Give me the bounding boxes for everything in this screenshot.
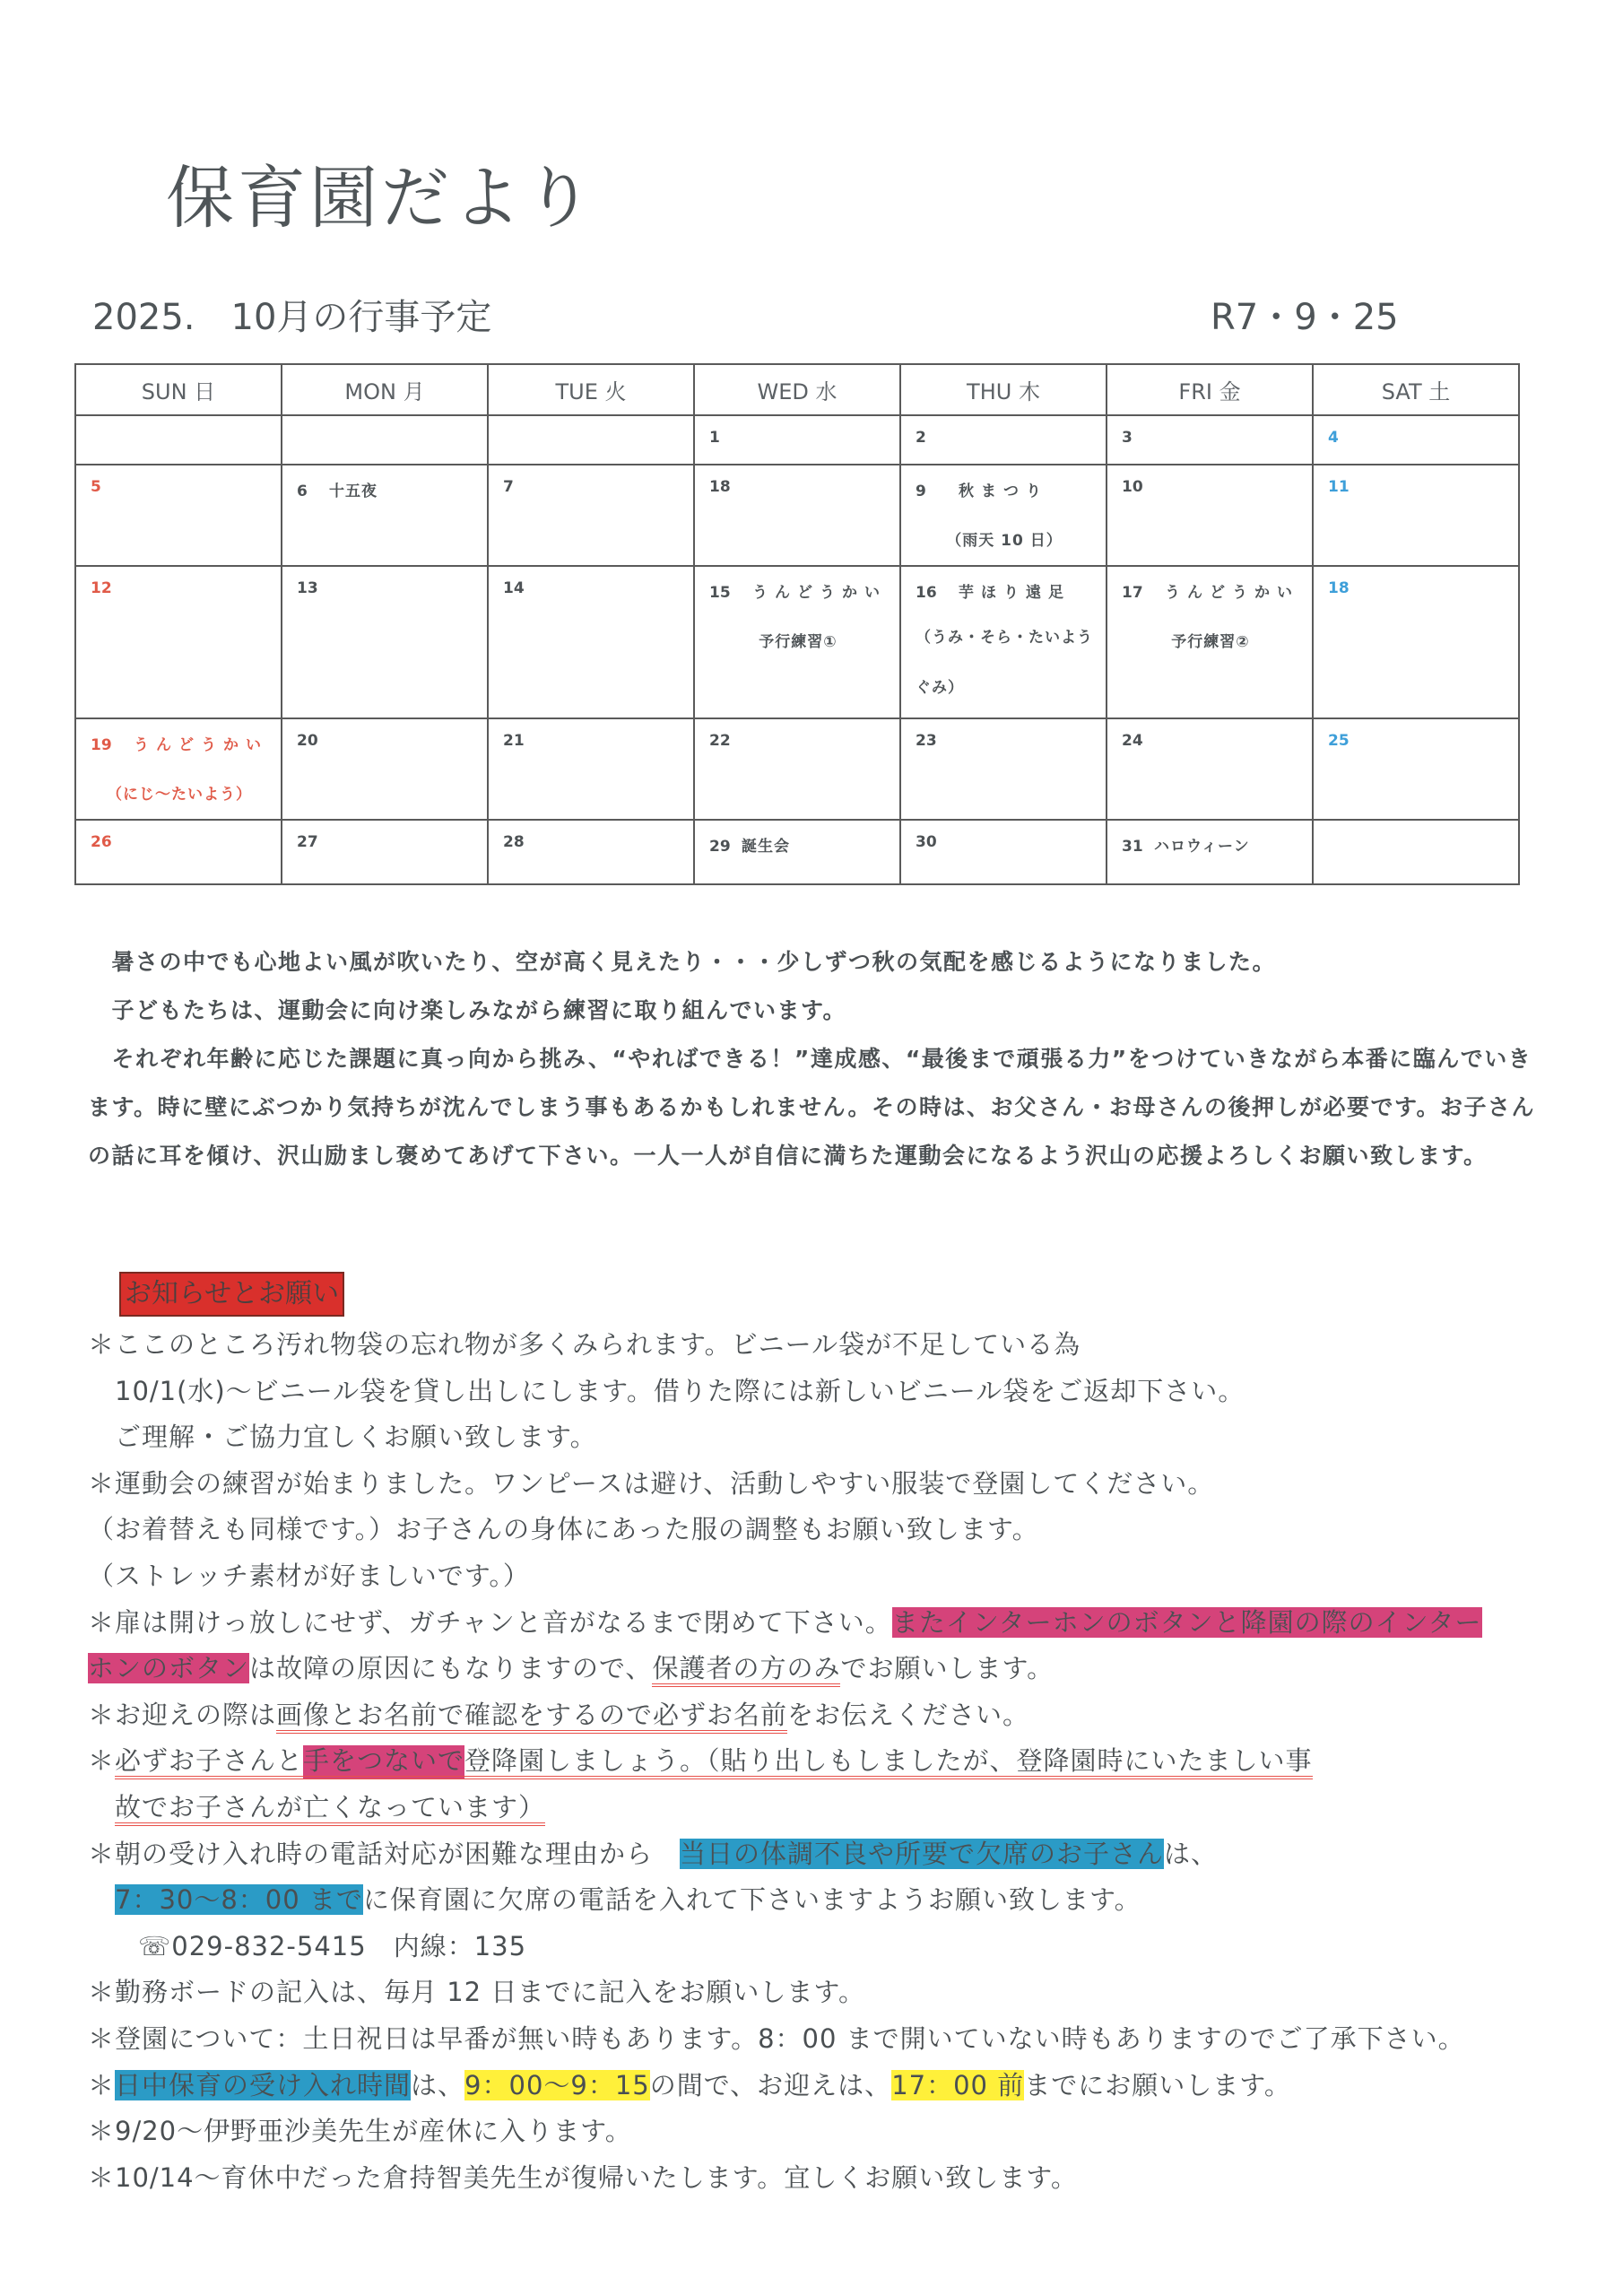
calendar-day-cell-sat — [1313, 566, 1519, 718]
intercom-highlight-cont: ホンのボタン — [88, 1653, 250, 1684]
hands-underline-1: 必ずお子さんと — [115, 1745, 303, 1779]
day-number: 18 — [1328, 579, 1350, 597]
day-content — [1314, 567, 1518, 597]
hours-highlight-morning: 9：00〜9：15 — [464, 2069, 650, 2100]
calendar-day-cell-thu — [900, 566, 1107, 718]
day-content — [1314, 465, 1518, 496]
day-event-note: （雨天 10 日） — [946, 532, 1063, 550]
calendar-day-cell-thu — [900, 415, 1107, 465]
day-content — [76, 719, 281, 804]
hours-text: は、 — [411, 2069, 465, 2100]
absence-time-highlight: 7：30〜8：00 まで — [115, 1884, 363, 1916]
day-content — [76, 416, 281, 447]
day-event-note: 予行練習② — [1171, 633, 1250, 651]
intro-line-1: 暑さの中でも心地よい風が吹いたり、空が高く見えたり・・・少しずつ秋の気配を感じるようになりました。 — [88, 949, 1277, 975]
hands-asterisk: ＊ — [88, 1745, 116, 1777]
day-content — [282, 416, 487, 447]
day-content — [901, 416, 1106, 447]
day-content — [901, 567, 1106, 713]
day-event-note: （うみ・そら・たいようぐみ） — [916, 629, 1093, 697]
notice-list — [88, 1322, 1576, 2201]
calendar-day-cell-wed — [694, 718, 900, 820]
day-event: 芋ほり遠足 — [959, 584, 1071, 602]
notice-item-leave: ＊9/20〜伊野亜沙美先生が産休に入ります。 — [88, 2116, 632, 2147]
intro-paragraph — [88, 938, 1558, 1180]
day-event-note: （にじ〜たいよう） — [107, 786, 252, 804]
hours-highlight-pickup: 17：00 前 — [891, 2069, 1025, 2100]
day-number: 10 — [1122, 478, 1143, 496]
day-event: ハロウィーン — [1154, 838, 1250, 856]
day-content — [76, 465, 281, 496]
day-number: 12 — [91, 579, 112, 597]
day-content — [489, 567, 693, 597]
weekday-fri: FRI 金 — [1107, 364, 1313, 415]
day-content — [901, 719, 1106, 750]
calendar-day-cell-tue — [488, 820, 694, 884]
day-content — [76, 821, 281, 851]
calendar-day-cell-wed — [694, 566, 900, 718]
weekday-sat: SAT 土 — [1313, 364, 1519, 415]
weekday-header-row — [75, 364, 1519, 415]
calendar-day-cell-wed — [694, 820, 900, 884]
notice-item-hands — [88, 1738, 1576, 1785]
day-number: 24 — [1122, 732, 1143, 750]
weekday-mon: MON 月 — [282, 364, 488, 415]
day-number: 25 — [1328, 732, 1350, 750]
calendar-day-cell-fri — [1107, 465, 1313, 566]
calendar-day-cell-thu — [900, 820, 1107, 884]
intro-line-3: それぞれ年齢に応じた課題に真っ向から挑み、“やればできる！”達成感、“最後まで頑張る力”をつけていきながら本番に臨んでいきます。時に壁にぶつかり気持ちが沈んでしまう事もあるかもしれません。その時は、お父さん・お母さんの後押しが必要です。お子さんの話に耳を傾け、沢山励まし褒めてあげて下さい。一人一人が自信に満ちた運動会になるよう沢山の応援よろしくお願い致します。 — [88, 1046, 1536, 1169]
absence-highlight: 当日の体調不良や所要で欠席のお子さん — [680, 1838, 1165, 1869]
calendar-day-cell-fri — [1107, 566, 1313, 718]
calendar-day-cell-mon — [282, 718, 488, 820]
day-number: 22 — [709, 732, 731, 750]
day-number: 27 — [297, 833, 318, 851]
day-event: 誕生会 — [742, 838, 790, 856]
calendar-day-cell-sun — [75, 718, 282, 820]
day-number: 7 — [503, 478, 514, 496]
day-number: 18 — [709, 478, 731, 496]
day-content — [489, 416, 693, 447]
calendar-week-row — [75, 465, 1519, 566]
notice-item-bags-cont2: ご理解・ご協力宜しくお願い致します。 — [115, 1422, 597, 1453]
calendar-day-cell-sat — [1313, 465, 1519, 566]
pickup-underline: 画像とお名前で確認をするので必ずお名前 — [276, 1700, 787, 1734]
phone-number: ☏029-832-5415 内線：135 — [138, 1930, 527, 1961]
day-number: 1 — [709, 429, 720, 447]
day-number: 16 — [916, 584, 937, 602]
absence-text: ＊朝の受け入れ時の電話対応が困難な理由から — [88, 1838, 681, 1869]
day-number: 30 — [916, 833, 937, 851]
day-event: うんどうかい — [752, 584, 887, 602]
day-event: うんどうかい — [134, 736, 268, 754]
day-number: 3 — [1122, 429, 1133, 447]
calendar-day-cell-sun — [75, 415, 282, 465]
hours-asterisk: ＊ — [88, 2069, 116, 2100]
hands-underline-3: 故でお子さんが亡くなっています） — [115, 1792, 545, 1826]
day-number: 21 — [503, 732, 525, 750]
day-content — [1107, 821, 1312, 856]
calendar-day-cell-thu — [900, 465, 1107, 566]
day-number: 31 — [1122, 838, 1143, 856]
door-text-cont: は故障の原因にもなりますので、 — [249, 1653, 653, 1684]
notice-item-door — [88, 1600, 1576, 1647]
calendar-day-cell-tue — [488, 465, 694, 566]
day-number: 13 — [297, 579, 318, 597]
calendar-day-cell-sat — [1313, 820, 1519, 884]
day-number: 19 — [91, 736, 112, 754]
day-content — [1107, 465, 1312, 496]
notice-item-clothes-cont2: （ストレッチ素材が好ましいです。） — [88, 1560, 530, 1591]
calendar-day-cell-sat — [1313, 718, 1519, 820]
calendar-day-cell-tue — [488, 566, 694, 718]
weekday-tue: TUE 火 — [488, 364, 694, 415]
hours-highlight-blue: 日中保育の受け入れ時間 — [115, 2069, 412, 2100]
hands-underline-2: 登降園しましょう。（貼り出しもしましたが、登降園時にいたましい事 — [464, 1745, 1313, 1779]
day-number: 15 — [709, 584, 731, 602]
calendar-day-cell-wed — [694, 465, 900, 566]
day-event: うんどうかい — [1165, 584, 1299, 602]
notice-item-hands-cont — [88, 1785, 1576, 1831]
day-content — [1314, 719, 1518, 750]
day-content — [695, 821, 899, 856]
day-number: 11 — [1328, 478, 1350, 496]
day-content — [1107, 416, 1312, 447]
calendar-day-cell-sun — [75, 465, 282, 566]
absence-text-cont: に保育園に欠席の電話を入れて下さいますようお願い致します。 — [362, 1884, 1141, 1916]
notice-item-absence-cont — [88, 1877, 1576, 1924]
weekday-sun: SUN 日 — [75, 364, 282, 415]
schedule-subtitle: 2025. 10月の行事予定 — [92, 297, 492, 338]
calendar-day-cell-sun — [75, 566, 282, 718]
day-content — [695, 416, 899, 447]
intercom-highlight: またインターホンのボタンと降園の際のインター — [891, 1606, 1482, 1638]
day-event: 十五夜 — [329, 483, 378, 500]
notice-item-holidays: ＊登園について：土日祝日は早番が無い時もあります。8：00 まで開いていない時もありますのでご了承下さい。 — [88, 2022, 1465, 2054]
day-content — [76, 567, 281, 597]
calendar-day-cell-mon — [282, 820, 488, 884]
day-content — [1314, 821, 1518, 851]
door-text: ＊扉は開けっ放しにせず、ガチャンと音がなるまで閉めて下さい。 — [88, 1606, 892, 1638]
day-number: 9 — [916, 483, 926, 500]
day-event-note: 予行練習① — [759, 633, 838, 651]
hours-text-end: までにお願いします。 — [1024, 2069, 1291, 2100]
day-number: 28 — [503, 833, 525, 851]
day-content — [901, 465, 1106, 550]
day-content — [695, 719, 899, 750]
notice-item-door-cont — [88, 1646, 1576, 1692]
notice-item-pickup — [88, 1692, 1576, 1739]
calendar-day-cell-mon — [282, 415, 488, 465]
day-event: 秋まつり — [959, 483, 1048, 500]
day-number: 6 — [297, 483, 308, 500]
pickup-text-end: をお伝えください。 — [787, 1699, 1030, 1730]
calendar-week-row — [75, 566, 1519, 718]
day-content — [282, 719, 487, 750]
day-content — [695, 465, 899, 496]
day-content — [489, 821, 693, 851]
weekday-wed: WED 水 — [694, 364, 900, 415]
event-calendar — [74, 363, 1520, 885]
pickup-text: ＊お迎えの際は — [88, 1699, 277, 1730]
day-number: 17 — [1122, 584, 1143, 602]
calendar-day-cell-fri — [1107, 718, 1313, 820]
hours-text-2: の間で、お迎えは、 — [649, 2069, 892, 2100]
notice-item-return: ＊10/14〜育休中だった倉持智美先生が復帰いたします。宜しくお願い致します。 — [88, 2161, 1078, 2193]
day-content — [489, 465, 693, 496]
weekday-thu: THU 木 — [900, 364, 1107, 415]
day-number: 4 — [1328, 429, 1339, 447]
absence-text-end: は、 — [1164, 1838, 1219, 1869]
guardian-only-underline: 保護者の方のみ — [652, 1653, 840, 1687]
intro-line-2: 子どもたちは、運動会に向け楽しみながら練習に取り組んでいます。 — [88, 997, 847, 1023]
day-content — [901, 821, 1106, 851]
day-number: 29 — [709, 838, 731, 856]
day-content — [489, 719, 693, 750]
notice-item-hours — [88, 2063, 1576, 2109]
notice-item-bags-cont: 10/1(水)〜ビニール袋を貸し出しにします。借りた際には新しいビニール袋をご返却下さい。 — [115, 1375, 1245, 1406]
day-number: 14 — [503, 579, 525, 597]
day-number: 5 — [91, 478, 101, 496]
calendar-week-row — [75, 718, 1519, 820]
notice-item-bags: ＊ここのところ汚れ物袋の忘れ物が多くみられます。ビニール袋が不足している為 — [88, 1329, 1081, 1360]
hands-highlight: 手をつないで — [303, 1745, 464, 1779]
notice-item-board: ＊勤務ボードの記入は、毎月 12 日までに記入をお願いします。 — [88, 1977, 866, 2008]
issue-date: R7・9・25 — [1211, 297, 1399, 338]
day-content — [1107, 719, 1312, 750]
day-number: 20 — [297, 732, 318, 750]
calendar-day-cell-sat — [1313, 415, 1519, 465]
calendar-day-cell-tue — [488, 718, 694, 820]
day-content — [695, 567, 899, 651]
day-content — [1107, 567, 1312, 651]
day-number: 26 — [91, 833, 112, 851]
door-text-end: でお願いします。 — [840, 1653, 1055, 1684]
calendar-day-cell-mon — [282, 566, 488, 718]
newsletter-title: 保育園だより — [166, 158, 596, 238]
day-content — [282, 821, 487, 851]
notice-item-clothes: ＊運動会の練習が始まりました。ワンピースは避け、活動しやすい服装で登園してください。 — [88, 1467, 1215, 1499]
calendar-week-row — [75, 820, 1519, 884]
calendar-day-cell-tue — [488, 415, 694, 465]
day-content — [282, 567, 487, 597]
calendar-day-cell-sun — [75, 820, 282, 884]
calendar-day-cell-fri — [1107, 820, 1313, 884]
notice-item-clothes-cont: （お着替えも同様です。）お子さんの身体にあった服の調整もお願い致します。 — [88, 1514, 1039, 1545]
day-content — [282, 465, 487, 500]
day-number: 2 — [916, 429, 926, 447]
notice-item-absence — [88, 1831, 1576, 1878]
day-number: 23 — [916, 732, 937, 750]
calendar-day-cell-mon — [282, 465, 488, 566]
calendar-day-cell-fri — [1107, 415, 1313, 465]
calendar-day-cell-thu — [900, 718, 1107, 820]
calendar-week-row — [75, 415, 1519, 465]
day-content — [1314, 416, 1518, 447]
calendar-day-cell-wed — [694, 415, 900, 465]
notice-heading: お知らせとお願い — [119, 1272, 344, 1317]
